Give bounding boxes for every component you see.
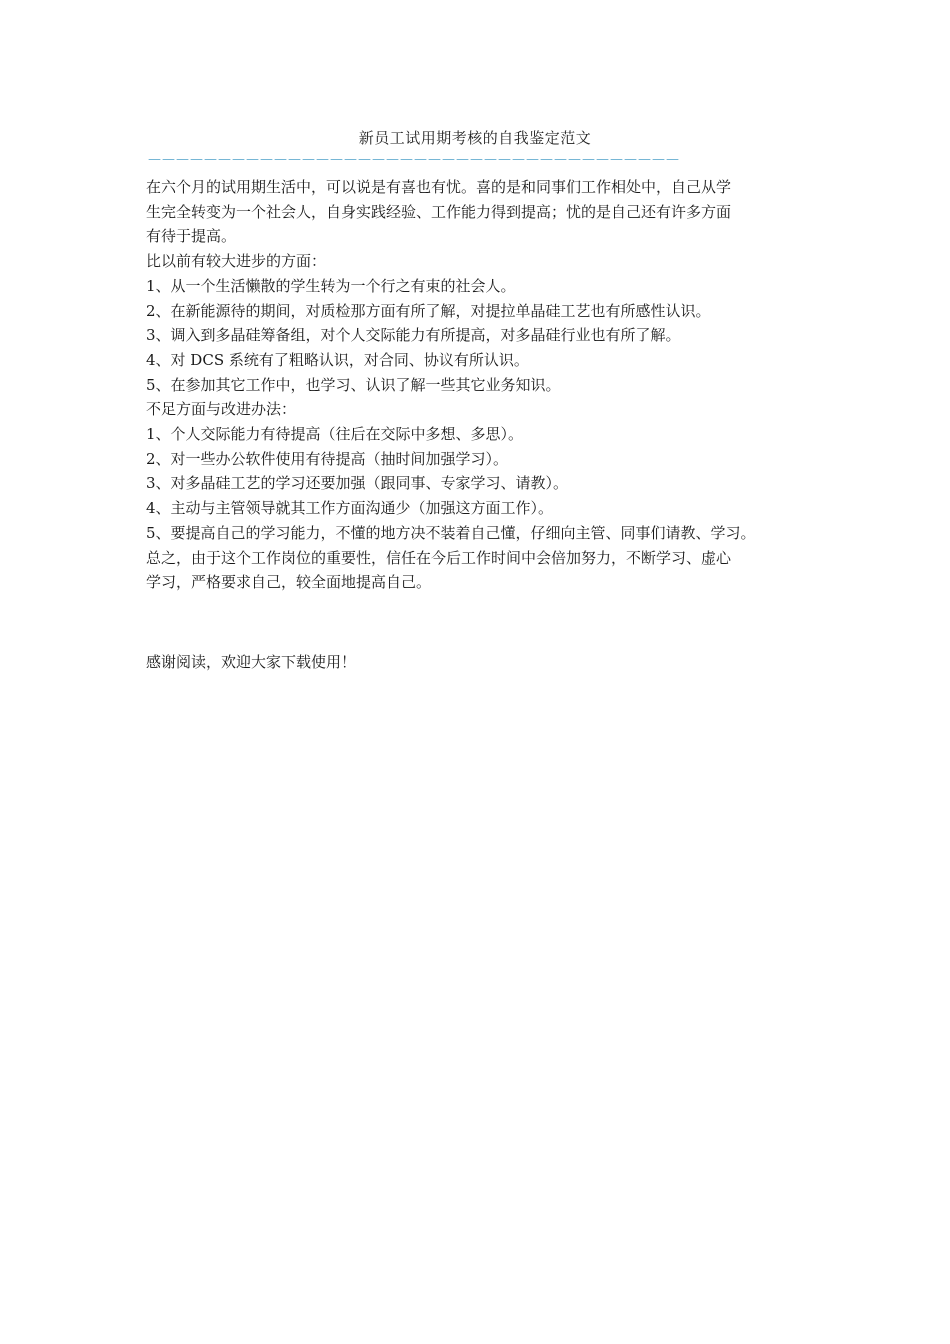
progress-item: 2、在新能源待的期间，对质检那方面有所了解，对提拉单晶硅工艺也有所感性认识。 [146,301,711,320]
title-divider: —————————————————————————————————————— [148,152,680,167]
progress-item: 3、调入到多晶硅筹备组，对个人交际能力有所提高，对多晶硅行业也有所了解。 [146,326,681,345]
conclusion-line: 学习，严格要求自己，较全面地提高自己。 [146,573,432,592]
improve-item: 1、个人交际能力有待提高（往后在交际中多想、多思）。 [146,425,524,444]
intro-line: 生完全转变为一个社会人，自身实践经验、工作能力得到提高；忧的是自己还有许多方面 [146,202,732,221]
improve-item: 2、对一些办公软件使用有待提高（抽时间加强学习）。 [146,449,509,468]
progress-item: 1、从一个生活懒散的学生转为一个行之有束的社会人。 [146,276,516,295]
improve-item: 5、要提高自己的学习能力，不懂的地方决不装着自己懂，仔细向主管、同事们请教、学习。 [146,523,756,542]
document-title: 新员工试用期考核的自我鉴定范文 [358,129,592,147]
closing-note: 感谢阅读，欢迎大家下载使用！ [146,653,357,671]
intro-line: 有待于提高。 [146,227,237,246]
conclusion-line: 总之，由于这个工作岗位的重要性，信任在今后工作时间中会倍加努力，不断学习、虚心 [146,548,732,567]
improve-heading: 不足方面与改进办法： [146,400,297,419]
intro-line: 在六个月的试用期生活中，可以说是有喜也有忧。喜的是和同事们工作相处中，自己从学 [146,178,732,196]
progress-heading: 比以前有较大进步的方面： [146,252,327,271]
progress-item: 4、对 DCS 系统有了粗略认识，对合同、协议有所认识。 [146,350,529,369]
progress-item: 5、在参加其它工作中，也学习、认识了解一些其它业务知识。 [146,375,561,394]
improve-item: 4、主动与主管领导就其工作方面沟通少（加强这方面工作）。 [146,499,554,518]
document-body [146,175,826,595]
improve-item: 3、对多晶硅工艺的学习还要加强（跟同事、专家学习、请教）。 [146,474,569,493]
